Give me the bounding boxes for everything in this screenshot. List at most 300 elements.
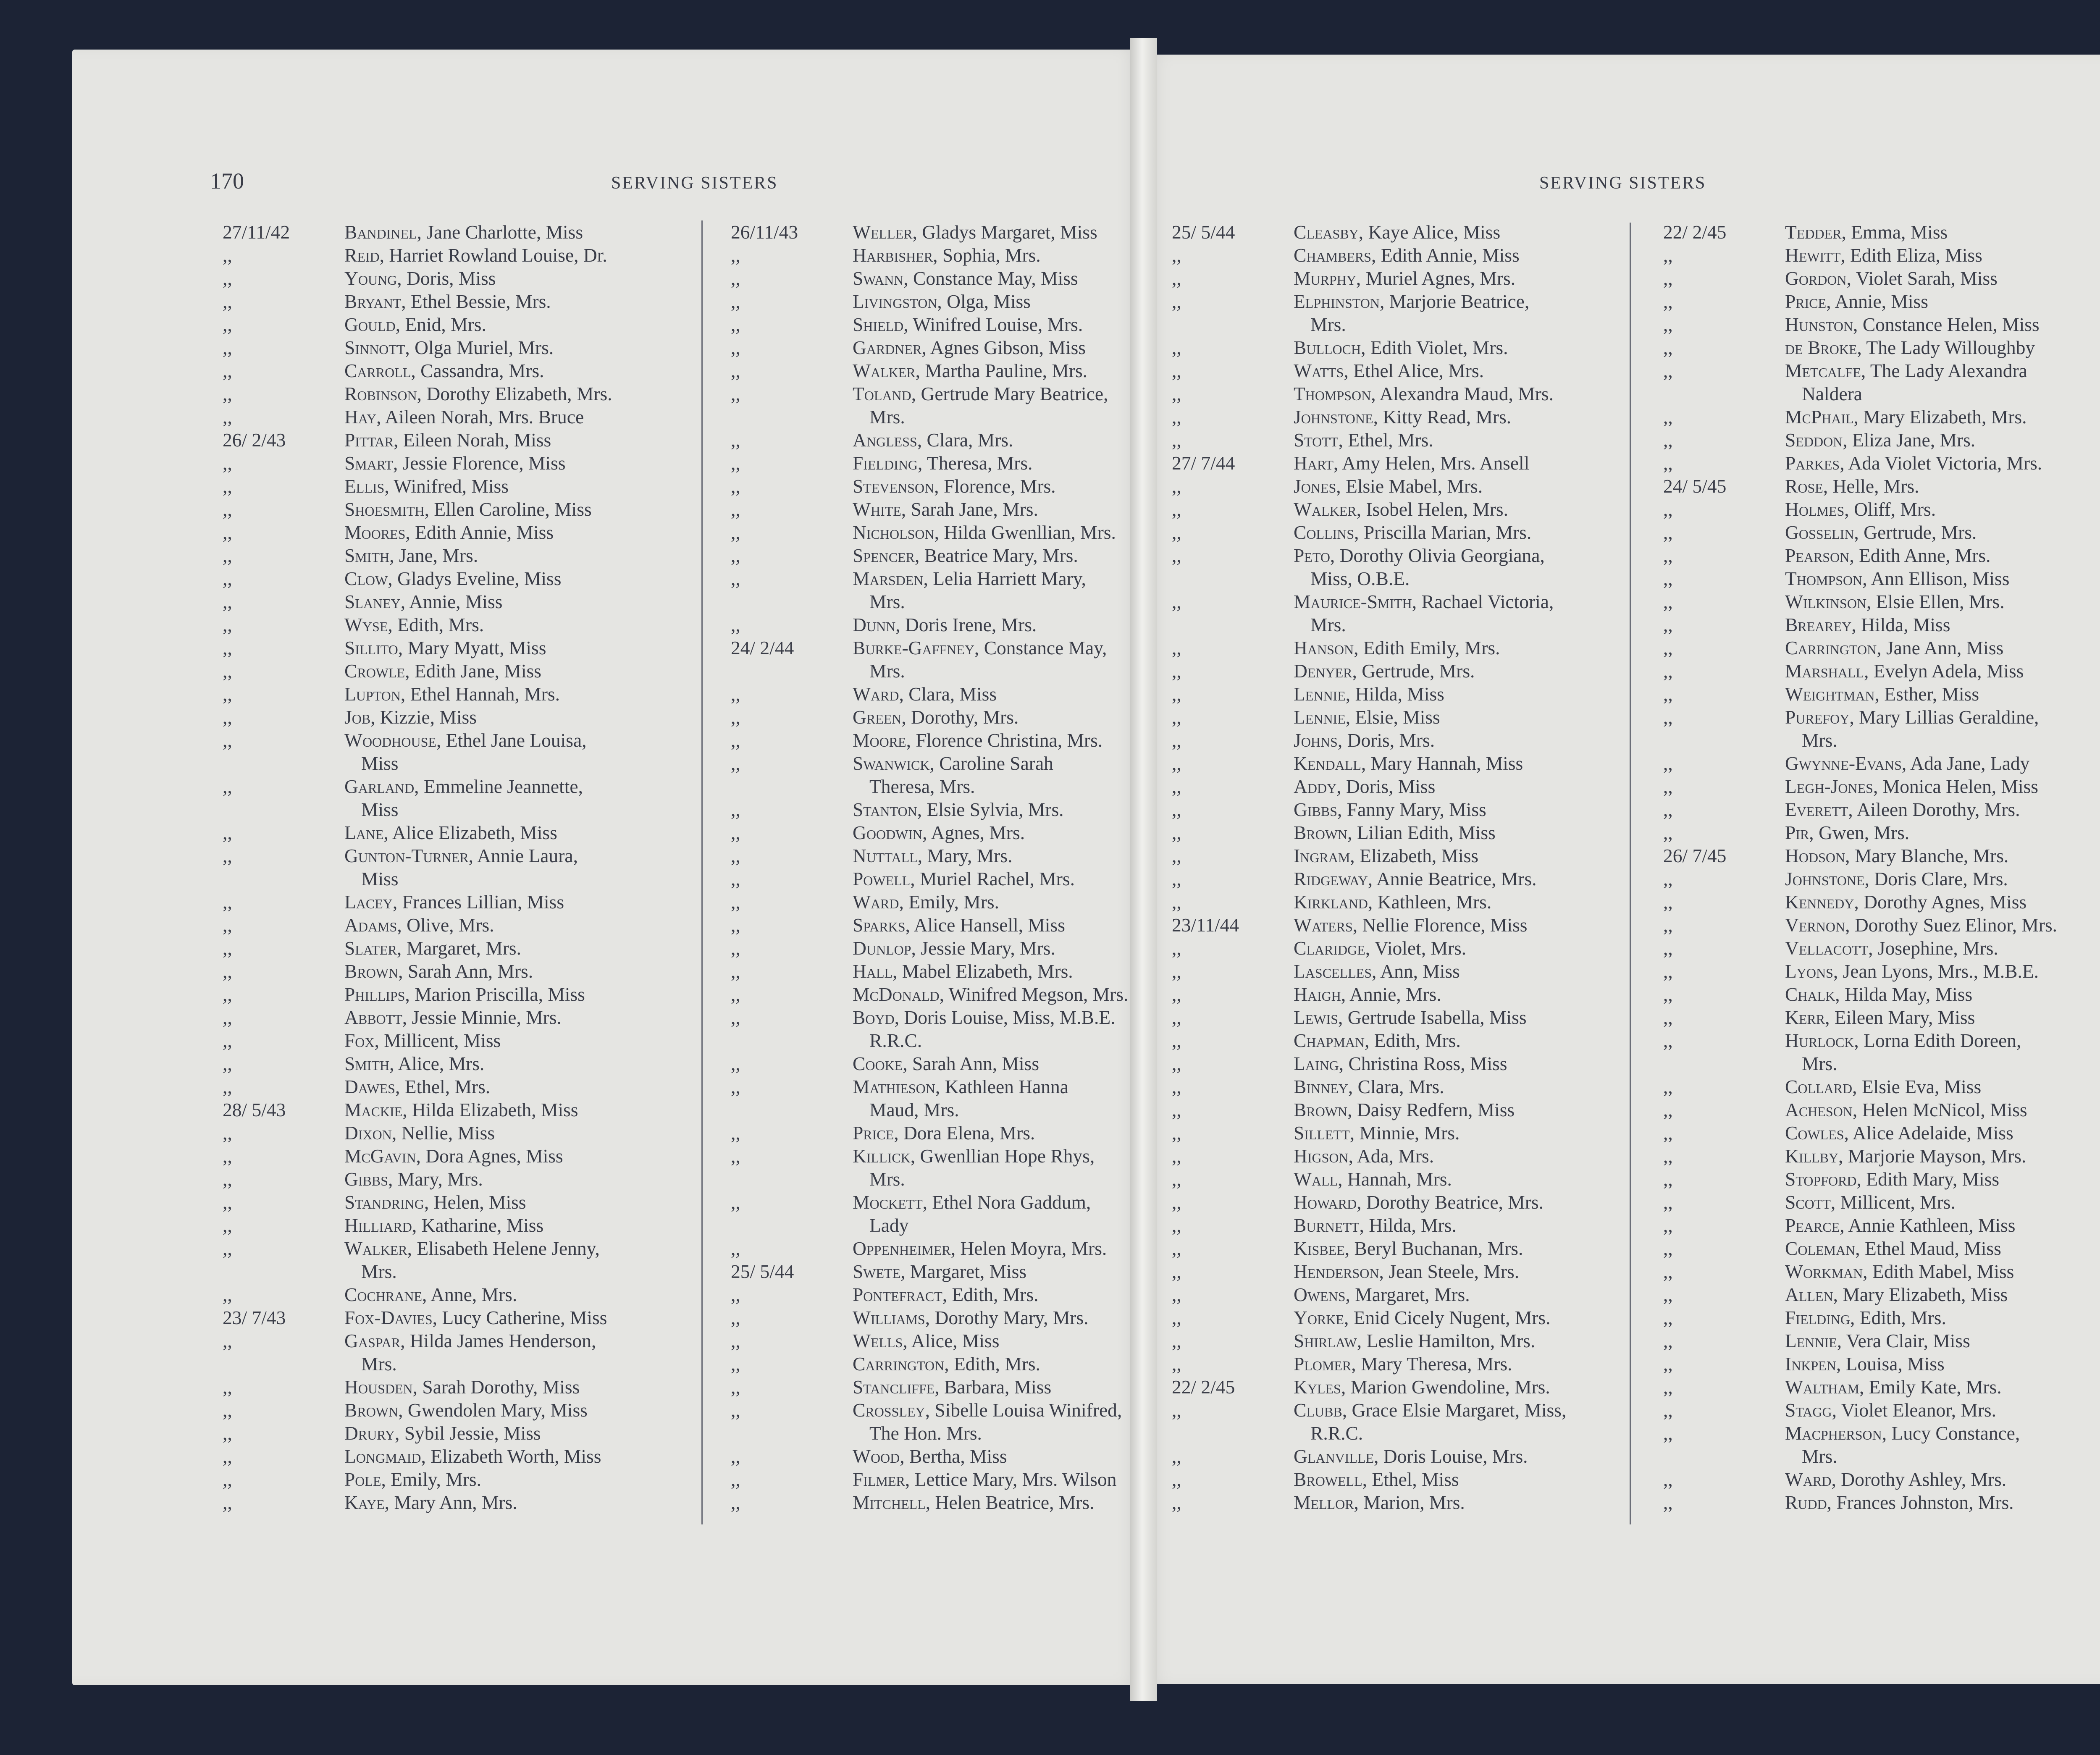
entry-given-names: Violet Sarah, Miss [1851, 268, 1998, 289]
entry-surname: Denyer, [1294, 660, 1357, 682]
list-item [1663, 775, 2100, 798]
entry-given-names: Emily Kate, Mrs. [1864, 1376, 2002, 1398]
entry-given-names: Gertrude Isabella, Miss [1343, 1007, 1527, 1028]
entry-given-names: Miss [361, 753, 399, 774]
entry-date: ,, [1172, 1492, 1181, 1513]
column-rule-left [701, 220, 703, 1524]
list-item [223, 1121, 697, 1144]
entry-given-names: Mrs. [361, 1353, 397, 1375]
list-item [1172, 659, 1625, 682]
entry-date: ,, [223, 314, 232, 335]
entry-date: ,, [1172, 291, 1181, 312]
entry-surname: Pontefract, [853, 1284, 948, 1305]
entry-date: ,, [731, 1307, 740, 1328]
entry-date: ,, [223, 244, 232, 266]
entry-given-names: Doris Louise, Mrs. [1378, 1445, 1528, 1467]
entry-given-names: Christina Ross, Miss [1344, 1053, 1507, 1074]
list-item [1663, 359, 2100, 382]
entry-date: ,, [1172, 498, 1181, 520]
entry-given-names: Clara, Miss [903, 683, 997, 705]
list-item [1663, 1121, 2100, 1144]
entry-date: ,, [731, 706, 740, 728]
entry-given-names: Ethel, Mrs. [400, 1076, 491, 1097]
entry-surname: Killby, [1785, 1145, 1843, 1167]
list-item [1663, 636, 2100, 659]
entry-surname: Green, [853, 706, 906, 728]
list-item [1663, 475, 2100, 498]
entry-surname: Howard, [1294, 1191, 1362, 1213]
entry-date: ,, [1172, 845, 1181, 866]
entry-given-names: Rachael Victoria, [1417, 591, 1554, 612]
entry-surname: Kyles, [1294, 1376, 1346, 1398]
entry-date: ,, [1172, 1030, 1181, 1051]
entry-given-names: Marion, Mrs. [1358, 1492, 1465, 1513]
list-item [731, 567, 1130, 590]
entry-surname: Marshall, [1785, 660, 1869, 682]
entry-given-names: Edith Mabel, Miss [1867, 1261, 2014, 1282]
entry-surname: Collins, [1294, 522, 1359, 543]
list-item [731, 1398, 1130, 1422]
entry-date: ,, [223, 522, 232, 543]
list-item [1172, 1468, 1625, 1491]
entry-date: ,, [1172, 1215, 1181, 1236]
list-item [1663, 960, 2100, 983]
entry-date: ,, [1172, 1307, 1181, 1328]
list-item [1172, 382, 1625, 405]
entry-surname: Lacey, [344, 891, 398, 913]
entry-date: ,, [1663, 429, 1673, 451]
entry-surname: Holmes, [1785, 498, 1849, 520]
entry-surname: Fox, [344, 1030, 379, 1051]
list-item [223, 1260, 697, 1283]
entry-surname: Lennie, [1785, 1330, 1842, 1351]
entry-given-names: Dorothy Olivia Georgiana, [1335, 545, 1545, 566]
list-item [223, 1237, 697, 1260]
entry-given-names: Lucy Constance, [1887, 1422, 2020, 1444]
list-item [1172, 1352, 1625, 1375]
list-item [1172, 1075, 1625, 1098]
entry-given-names: Gwendolen Mary, Miss [403, 1399, 588, 1421]
entry-surname: Brearey, [1785, 614, 1856, 635]
list-item [731, 937, 1130, 960]
list-item [1172, 313, 1625, 336]
entry-surname: Cochrane, [344, 1284, 427, 1305]
entry-date: ,, [731, 383, 740, 404]
entry-given-names: Naldera [1802, 383, 1862, 404]
entry-given-names: Annie, Miss [405, 591, 503, 612]
entry-given-names: Emma, Miss [1846, 221, 1948, 243]
list-item [1172, 1422, 1625, 1445]
list-item [1663, 1052, 2100, 1075]
entry-given-names: Helen, Miss [429, 1191, 526, 1213]
entry-surname: Reid, [344, 244, 385, 266]
entry-surname: de Broke, [1785, 337, 1862, 358]
entry-given-names: Dorothy Suez Elinor, Mrs. [1850, 914, 2058, 936]
entry-surname: Stott, [1294, 429, 1343, 451]
entry-date: ,, [1172, 1053, 1181, 1074]
entry-given-names: Helen Beatrice, Mrs. [930, 1492, 1095, 1513]
entry-surname: Hodson, [1785, 845, 1850, 866]
list-item [1172, 821, 1625, 844]
entry-given-names: Louisa, Miss [1841, 1353, 1945, 1375]
list-item [1663, 1329, 2100, 1352]
list-item [731, 1375, 1130, 1398]
entry-surname: Ellis, [344, 475, 389, 497]
entry-date: ,, [223, 337, 232, 358]
entry-given-names: Mary Hannah, Miss [1366, 753, 1523, 774]
entry-date: ,, [223, 568, 232, 589]
list-item [1172, 775, 1625, 798]
entry-given-names: Edith, Mrs. [949, 1353, 1040, 1375]
entry-given-names: Lucy Catherine, Miss [437, 1307, 607, 1328]
entry-given-names: Hilda James Henderson, [405, 1330, 596, 1351]
list-item [731, 1098, 1130, 1121]
list-item [1663, 867, 2100, 890]
entry-date: ,, [1172, 937, 1181, 959]
entry-date: ,, [731, 914, 740, 936]
list-item [731, 428, 1130, 451]
entry-given-names: Kaye Alice, Miss [1363, 221, 1501, 243]
entry-given-names: Ethel, Miss [1367, 1469, 1459, 1490]
list-item [223, 220, 697, 244]
entry-date: ,, [1663, 314, 1673, 335]
entry-date: 26/11/43 [731, 221, 798, 243]
entry-given-names: Florence, Mrs. [939, 475, 1056, 497]
entry-given-names: The Hon. Mrs. [869, 1422, 982, 1444]
entry-date: ,, [1663, 1145, 1673, 1167]
list-item [223, 821, 697, 844]
entry-surname: Shoesmith, [344, 498, 430, 520]
entry-surname: Ward, [853, 683, 904, 705]
entry-surname: Lyons, [1785, 960, 1838, 982]
entry-surname: Thompson, [1785, 568, 1867, 589]
list-item [731, 659, 1130, 682]
list-item [731, 1352, 1130, 1375]
list-item [1172, 1329, 1625, 1352]
entry-date: ,, [1663, 244, 1673, 266]
list-item [223, 567, 697, 590]
entry-given-names: Mrs. [869, 1168, 905, 1190]
entry-date: ,, [1172, 591, 1181, 612]
list-item [223, 475, 697, 498]
list-item [731, 451, 1130, 475]
list-item [1663, 983, 2100, 1006]
entry-surname: Hunston, [1785, 314, 1858, 335]
entry-given-names: Fanny Mary, Miss [1342, 799, 1486, 820]
entry-surname: Seddon, [1785, 429, 1848, 451]
entry-given-names: Margaret, Mrs. [1350, 1284, 1470, 1305]
entry-date: ,, [731, 545, 740, 566]
list-item [223, 937, 697, 960]
entry-date: ,, [1663, 706, 1673, 728]
entry-date: ,, [223, 683, 232, 705]
entry-date: ,, [731, 1330, 740, 1351]
entry-given-names: Annie Kathleen, Miss [1844, 1215, 2016, 1236]
list-item [731, 290, 1130, 313]
entry-date: ,, [1172, 960, 1181, 982]
list-item [731, 267, 1130, 290]
entry-date: ,, [1172, 522, 1181, 543]
entry-surname: Parkes, [1785, 452, 1845, 474]
entry-given-names: Jane Charlotte, Miss [421, 221, 583, 243]
list-item [1172, 1306, 1625, 1329]
entry-given-names: Alice, Mrs. [394, 1053, 485, 1074]
list-item [223, 382, 697, 405]
list-item [223, 1075, 697, 1098]
entry-given-names: Edith Emily, Mrs. [1358, 637, 1500, 658]
entry-given-names: Gladys Margaret, Miss [917, 221, 1097, 243]
entry-date: ,, [223, 1145, 232, 1167]
list-item [1172, 267, 1625, 290]
entry-given-names: Clara, Mrs. [922, 429, 1013, 451]
entry-date: ,, [1663, 683, 1673, 705]
entry-date: ,, [223, 1168, 232, 1190]
entry-surname: Marsden, [853, 568, 928, 589]
entry-surname: Crowle, [344, 660, 410, 682]
entry-date: ,, [223, 1191, 232, 1213]
entry-given-names: Hilda May, Miss [1840, 984, 1973, 1005]
entry-surname: Slaney, [344, 591, 406, 612]
entry-date: ,, [731, 475, 740, 497]
entry-given-names: Edith Violet, Mrs. [1365, 337, 1508, 358]
list-item [731, 613, 1130, 636]
entry-date: ,, [1663, 1330, 1673, 1351]
entry-given-names: Amy Helen, Mrs. Ansell [1338, 452, 1530, 474]
entry-surname: Boyd, [853, 1007, 900, 1028]
entry-given-names: Winifred Megson, Mrs. [944, 984, 1129, 1005]
entry-given-names: Dorothy Agnes, Miss [1858, 891, 2027, 913]
list-item [731, 244, 1130, 267]
entry-given-names: Ethel Alice, Mrs. [1348, 360, 1484, 381]
entry-date: ,, [731, 452, 740, 474]
entry-date: ,, [1172, 683, 1181, 705]
entry-date: ,, [223, 1076, 232, 1097]
entry-date: 28/ 5/43 [223, 1099, 286, 1120]
entry-surname: Young, [344, 268, 402, 289]
list-item [731, 913, 1130, 937]
list-item [223, 613, 697, 636]
entry-given-names: Muriel Agnes, Mrs. [1361, 268, 1516, 289]
list-item [1172, 1260, 1625, 1283]
entry-given-names: Eileen Norah, Miss [398, 429, 551, 451]
entry-date: ,, [1663, 360, 1673, 381]
entry-given-names: Violet Eleanor, Mrs. [1837, 1399, 1997, 1421]
entry-date: ,, [1172, 545, 1181, 566]
list-item [223, 359, 697, 382]
entry-date: ,, [1172, 429, 1181, 451]
entry-given-names: Gertrude Mary Beatrice, [916, 383, 1108, 404]
entry-given-names: Elizabeth Worth, Miss [425, 1445, 601, 1467]
entry-date: ,, [1172, 660, 1181, 682]
entry-surname: Hart, [1294, 452, 1339, 474]
entry-given-names: Theresa, Mrs. [922, 452, 1033, 474]
entry-surname: Hay, [344, 406, 381, 428]
list-item [223, 1029, 697, 1052]
list-item [1172, 983, 1625, 1006]
entry-given-names: Edith, Mrs. [947, 1284, 1039, 1305]
entry-surname: Bandinel, [344, 221, 422, 243]
list-item [731, 405, 1130, 428]
entry-date: ,, [223, 706, 232, 728]
list-item [1172, 498, 1625, 521]
entry-surname: Sinnott, [344, 337, 410, 358]
entry-surname: Johnstone, [1785, 868, 1869, 889]
entry-given-names: Olga, Miss [942, 291, 1031, 312]
entry-surname: Lane, [344, 822, 388, 843]
list-item [223, 290, 697, 313]
list-item [731, 1468, 1130, 1491]
list-item [1172, 1144, 1625, 1167]
left-column-1 [223, 220, 697, 1514]
entry-surname: Henderson, [1294, 1261, 1384, 1282]
entry-given-names: Mrs. [869, 660, 905, 682]
list-item [223, 1352, 697, 1375]
list-item [1663, 428, 2100, 451]
entry-surname: Moores, [344, 522, 410, 543]
entry-surname: Sillett, [1294, 1122, 1355, 1144]
entry-surname: Brown, [1294, 1099, 1352, 1120]
entry-given-names: R.R.C. [1310, 1422, 1363, 1444]
list-item [1663, 1167, 2100, 1191]
entry-surname: Johns, [1294, 729, 1343, 751]
list-item [1172, 359, 1625, 382]
list-item [223, 544, 697, 567]
list-item [1663, 821, 2100, 844]
entry-date: ,, [1172, 1399, 1181, 1421]
list-item [1172, 706, 1625, 729]
entry-given-names: Dorothy Beatrice, Mrs. [1361, 1191, 1544, 1213]
entry-surname: Clow, [344, 568, 393, 589]
entry-given-names: Frances Johnston, Mrs. [1832, 1492, 2014, 1513]
entry-given-names: Constance May, [979, 637, 1107, 658]
entry-given-names: Edith Mary, Miss [1861, 1168, 2000, 1190]
list-item [1663, 1398, 2100, 1422]
list-item [223, 1329, 697, 1352]
entry-given-names: Mrs. [1310, 314, 1346, 335]
entry-given-names: Winifred, Miss [389, 475, 509, 497]
list-item [223, 752, 697, 775]
entry-given-names: Annie Beatrice, Mrs. [1373, 868, 1537, 889]
list-item [223, 983, 697, 1006]
entry-surname: Mellor, [1294, 1492, 1359, 1513]
list-item [1172, 1375, 1625, 1398]
entry-surname: Pearce, [1785, 1215, 1845, 1236]
entry-surname: Carrington, [853, 1353, 949, 1375]
list-item [1663, 544, 2100, 567]
list-item [223, 336, 697, 359]
entry-date: ,, [1172, 729, 1181, 751]
entry-surname: Shirlaw, [1294, 1330, 1362, 1351]
entry-date: ,, [1172, 1007, 1181, 1028]
entry-date: ,, [1663, 1422, 1673, 1444]
entry-given-names: Cassandra, Mrs. [415, 360, 544, 381]
entry-given-names: Sarah Jane, Mrs. [906, 498, 1038, 520]
entry-surname: Acheson, [1785, 1099, 1858, 1120]
entry-given-names: Aileen Dorothy, Mrs. [1853, 799, 2020, 820]
entry-surname: Filmer, [853, 1469, 910, 1490]
entry-date: ,, [731, 960, 740, 982]
entry-given-names: Hilda Gwenllian, Mrs. [939, 522, 1116, 543]
entry-date: ,, [1663, 591, 1673, 612]
list-item [731, 844, 1130, 867]
entry-given-names: Eileen Mary, Miss [1830, 1007, 1975, 1028]
entry-given-names: Annie, Mrs. [1346, 984, 1441, 1005]
entry-given-names: Jean Lyons, Mrs., M.B.E. [1838, 960, 2039, 982]
entry-surname: Walker, [853, 360, 920, 381]
entry-surname: Dawes, [344, 1076, 400, 1097]
list-item [1172, 1237, 1625, 1260]
list-item [1663, 1491, 2100, 1514]
list-item [731, 521, 1130, 544]
entry-surname: Brown, [1294, 822, 1352, 843]
entry-given-names: Mrs. [1802, 729, 1838, 751]
entry-surname: Waters, [1294, 914, 1358, 936]
entry-date: ,, [731, 1145, 740, 1167]
entry-given-names: Theresa, Mrs. [869, 776, 975, 797]
entry-given-names: Mary, Mrs. [922, 845, 1013, 866]
entry-date: ,, [223, 268, 232, 289]
list-item [1172, 475, 1625, 498]
entry-date: ,, [223, 1492, 232, 1513]
entry-given-names: Emily, Mrs. [903, 891, 999, 913]
entry-given-names: Doris, Miss [402, 268, 496, 289]
entry-given-names: Annie Laura, [473, 845, 578, 866]
entry-given-names: Aileen Norah, Mrs. Bruce [381, 406, 584, 428]
entry-surname: Inkpen, [1785, 1353, 1841, 1375]
list-item [1663, 1006, 2100, 1029]
entry-given-names: Alexandra Maud, Mrs. [1376, 383, 1554, 404]
entry-surname: Bulloch, [1294, 337, 1366, 358]
entry-given-names: Annie, Miss [1831, 291, 1928, 312]
entry-given-names: Lettice Mary, Mrs. Wilson [910, 1469, 1117, 1490]
list-item [1663, 937, 2100, 960]
entry-date: ,, [1172, 776, 1181, 797]
entry-surname: Lennie, [1294, 706, 1351, 728]
entry-given-names: Ethel Maud, Miss [1860, 1238, 2001, 1259]
entry-given-names: Anne, Mrs. [427, 1284, 517, 1305]
entry-date: ,, [223, 660, 232, 682]
entry-given-names: Nellie Florence, Miss [1357, 914, 1528, 936]
list-item [1663, 890, 2100, 913]
entry-given-names: Miss [361, 799, 399, 820]
entry-given-names: Hilda, Miss [1350, 683, 1444, 705]
entry-surname: Laing, [1294, 1053, 1344, 1074]
list-item [1172, 937, 1625, 960]
entry-date: ,, [223, 406, 232, 428]
entry-surname: Smith, [344, 545, 394, 566]
entry-given-names: Priscilla Marian, Mrs. [1359, 522, 1532, 543]
entry-surname: Price, [1785, 291, 1831, 312]
entry-given-names: Agnes, Mrs. [927, 822, 1025, 843]
entry-date: ,, [731, 1053, 740, 1074]
entry-date: ,, [223, 1007, 232, 1028]
list-item [1172, 1491, 1625, 1514]
entry-date: ,, [1663, 799, 1673, 820]
entry-date: ,, [1172, 244, 1181, 266]
list-item [1172, 613, 1625, 636]
entry-surname: Sillito, [344, 637, 403, 658]
list-item [1172, 798, 1625, 821]
entry-date: ,, [731, 1376, 740, 1398]
entry-surname: Pole, [344, 1469, 386, 1490]
entry-given-names: Helen Moyra, Mrs. [956, 1238, 1107, 1259]
entry-date: ,, [1663, 1007, 1673, 1028]
entry-surname: Cleasby, [1294, 221, 1364, 243]
entry-date: ,, [731, 683, 740, 705]
entry-given-names: The Lady Willoughby [1861, 337, 2035, 358]
entry-date: ,, [223, 383, 232, 404]
entry-date: ,, [1663, 452, 1673, 474]
